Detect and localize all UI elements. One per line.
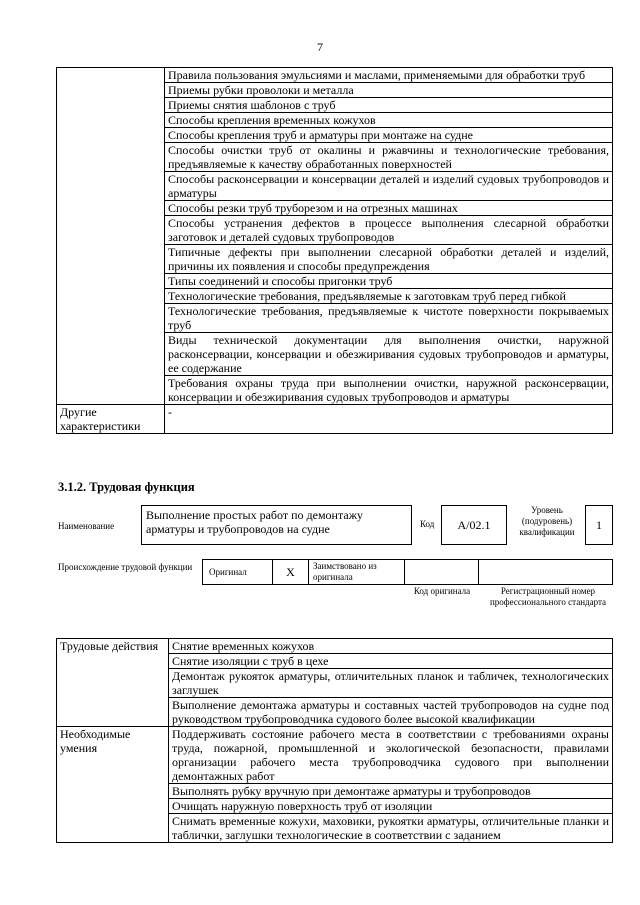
origin-row — [202, 559, 613, 585]
table-row-label: Необходимые умения — [57, 727, 169, 843]
origin-label: Происхождение трудовой функции — [58, 562, 193, 572]
qualification-level: 1 — [585, 505, 613, 545]
function-code: А/02.1 — [441, 505, 507, 545]
table-cell: Виды технической документации для выполнения очистки, наружной расконсервации, консервации и обезжиривания судовых трубопроводов и арматуры, ее содержание — [165, 333, 613, 376]
table-cell: Типы соединений и способы пригонки труб — [165, 274, 613, 289]
name-label: Наименование — [58, 521, 115, 531]
code-label: Код — [420, 519, 435, 529]
table-cell: Правила пользования эмульсиями и маслами, применяемыми для обработки труб — [165, 68, 613, 83]
table-cell: - — [165, 405, 613, 434]
original-label: Оригинал — [209, 567, 247, 577]
table-cell: Демонтаж рукояток арматуры, отличительных планок и табличек, технологических заглушек — [169, 669, 613, 698]
function-name: Выполнение простых работ по демонтажу арматуры и трубопроводов на судне — [141, 505, 412, 545]
origin-code-cell — [405, 560, 479, 584]
table-cell: Снимать временные кожухи, маховики, рукоятки арматуры, отличительные планки и таблички, заглушки технологические в соответствии с заданием — [169, 814, 613, 843]
reg-number-cell — [479, 560, 612, 584]
qualification-level-label: Уровень (подуровень) квалификации — [519, 505, 575, 537]
table-cell: Способы устранения дефектов в процессе выполнения слесарной обработки заготовок и деталей судовых трубопроводов — [165, 216, 613, 245]
borrowed-cell — [309, 560, 405, 584]
table-cell: Поддерживать состояние рабочего места в соответствии с требованиями охраны труда, пожарной, промышленной и экологической безопасности, правилами организации рабочего места трубопроводчика судового при выполнении демонтажных работ — [169, 727, 613, 784]
table-cell: Способы крепления труб и арматуры при монтаже на судне — [165, 128, 613, 143]
original-cell — [203, 560, 273, 584]
table-cell: Типичные дефекты при выполнении слесарной обработки деталей и изделий, причины их появления и способы предупреждения — [165, 245, 613, 274]
labor-actions-table — [56, 638, 613, 843]
table-row-label: Трудовые действия — [57, 639, 169, 727]
table-cell: Выполнять рубку вручную при демонтаже арматуры и трубопроводов — [169, 784, 613, 799]
table-cell: Снятие изоляции с труб в цехе — [169, 654, 613, 669]
table-cell: Очищать наружную поверхность труб от изоляции — [169, 799, 613, 814]
table-cell: Способы крепления временных кожухов — [165, 113, 613, 128]
table-cell: Приемы снятия шаблонов с труб — [165, 98, 613, 113]
borrowed-label: Заимствовано из оригинала — [313, 561, 377, 582]
table-cell: Требования охраны труда при выполнении очистки, наружной расконсервации, консервации и обезжиривания судовых трубопроводов и арматуры — [165, 376, 613, 405]
table-cell: Технологические требования, предъявляемые к чистоте поверхности покрываемых труб — [165, 304, 613, 333]
knowledge-table — [56, 67, 613, 434]
original-mark: X — [273, 560, 309, 584]
table-row-label: Другие характеристики — [57, 405, 165, 434]
table-row-label — [57, 68, 165, 405]
table-cell: Выполнение демонтажа арматуры и составных частей трубопроводов на судне под руководством трубопроводчика судового более высокой квалификации — [169, 698, 613, 727]
table-cell: Технологические требования, предъявляемые к заготовкам труб перед гибкой — [165, 289, 613, 304]
origin-code-caption: Код оригинала — [413, 586, 471, 596]
table-cell: Снятие временных кожухов — [169, 639, 613, 654]
table-cell: Способы резки труб труборезом и на отрезных машинах — [165, 201, 613, 216]
section-heading: 3.1.2. Трудовая функция — [58, 480, 195, 494]
page-number: 7 — [317, 40, 323, 54]
table-cell: Способы расконсервации и консервации деталей и изделий судовых трубопроводов и арматуры — [165, 172, 613, 201]
reg-number-caption: Регистрационный номер профессионального стандарта — [489, 586, 607, 607]
table-cell: Приемы рубки проволоки и металла — [165, 83, 613, 98]
table-cell: Способы очистки труб от окалины и ржавчины и технологические требования, предъявляемые к качеству обработанных поверхностей — [165, 143, 613, 172]
